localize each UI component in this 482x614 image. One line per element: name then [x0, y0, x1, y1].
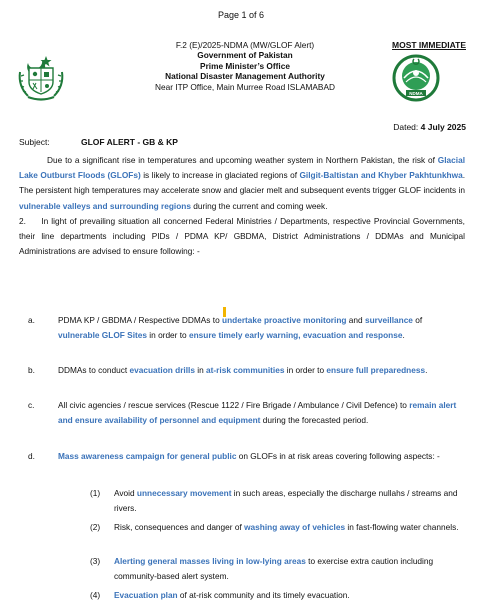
para1-text: Due to a significant rise in temperatures and upcoming weather system in Northern Pakistan, the risk of [47, 155, 438, 165]
sub-marker: (2) [90, 522, 101, 532]
para1-highlight: Gilgit-Baltistan and Khyber Pakhtunkhwa [299, 170, 463, 181]
ndma-logo-text: NDMA [409, 91, 423, 96]
sub-marker: (3) [90, 556, 101, 566]
list-marker: b. [28, 365, 35, 375]
sub-text: Risk, consequences and danger of [114, 522, 245, 532]
subject-label: Subject: [19, 137, 50, 147]
subject-line [19, 137, 178, 147]
item-highlight: evacuation drills [129, 365, 195, 375]
sub-item-1 [90, 486, 462, 516]
para1-highlight: vulnerable valleys and surrounding regions [19, 200, 191, 211]
para1-text: . The persistent high temperatures may accelerate snow and glacier melt and subsequent events trigger GLOF incidents in [19, 170, 466, 196]
sub-highlight: unnecessary movement [136, 488, 232, 498]
item-text: on GLOFs in at risk areas covering following aspects: - [236, 451, 440, 461]
paragraph-2: 2. In light of prevailing situation all concerned Federal Ministries / Departments, respective Provincial Governments, their line departments including PIDs / PDMA KP/ GBDMA, District Administrations / DDMAs and Municipal Administrations are advised to ensure following: - [19, 215, 465, 257]
para1-text: during the current and coming week. [190, 200, 328, 211]
item-text: of [412, 315, 423, 325]
item-text: in [194, 365, 207, 375]
list-item-c [28, 398, 462, 428]
list-item-a [28, 313, 462, 343]
item-highlight: surveillance [364, 315, 413, 325]
authority-line: National Disaster Management Authority [165, 71, 325, 82]
list-item-d [28, 449, 462, 464]
priority-label: MOST IMMEDIATE [392, 40, 466, 50]
sub-item-2 [90, 520, 462, 535]
office-line: Prime Minister’s Office [200, 60, 290, 71]
sub-text: Avoid [114, 488, 137, 498]
sub-highlight: washing away of vehicles [244, 522, 346, 532]
state-emblem-icon [16, 52, 66, 102]
item-text: in order to [284, 365, 327, 375]
item-text: . [402, 330, 405, 341]
sub-item-4 [90, 588, 462, 603]
subject-text: GLOF ALERT - GB & KP [81, 137, 178, 147]
item-text: All civic agencies / rescue services (Rescue 1122 / Fire Brigade / Ambulance / Civil Defence) to [58, 400, 410, 410]
page-number: Page 1 of 6 [217, 10, 265, 20]
sub-text: of at-risk community and its timely evacuation. [177, 590, 350, 600]
list-marker: d. [28, 451, 35, 461]
list-marker: a. [28, 315, 35, 325]
item-highlight: undertake proactive monitoring [222, 315, 347, 325]
item-text: PDMA KP / GBDMA / Respective DDMAs to [58, 315, 222, 325]
letter-body [19, 153, 465, 259]
government-line: Government of Pakistan [197, 50, 293, 61]
item-highlight: ensure timely early warning, evacuation and response [188, 330, 403, 341]
address-line: Near ITP Office, Main Murree Road ISLAMABAD [155, 81, 335, 92]
list-item-b [28, 363, 462, 378]
item-highlight: Mass awareness campaign for general public [58, 451, 237, 461]
letterhead [120, 40, 370, 92]
para1-highlight: Glacial Lake Outburst Floods (GLOFs) [19, 155, 465, 181]
list-marker: c. [28, 400, 35, 410]
para1-text: is likely to increase in glaciated regions of [140, 170, 300, 181]
item-highlight: ensure full preparedness [326, 365, 426, 375]
sub-marker: (1) [90, 488, 101, 498]
reference-number: F.2 (E)/2025-NDMA (MW/GLOF Alert) [175, 40, 315, 50]
item-text: during the forecasted period. [260, 415, 369, 426]
sub-item-3 [90, 554, 462, 584]
sub-highlight: Evacuation plan [114, 590, 178, 600]
ndma-logo-icon [392, 54, 440, 102]
item-text: and [346, 315, 365, 325]
paragraph-1 [19, 153, 465, 214]
sub-text: in such areas, especially the discharge nullahs / streams and rivers. [114, 488, 458, 514]
sub-text: to exercise extra caution including community-based alert system. [114, 556, 434, 582]
item-highlight: at-risk communities [206, 365, 285, 375]
sub-text: in fast-flowing water channels. [345, 522, 459, 532]
dated-value: 4 July 2025 [420, 122, 466, 132]
item-highlight: vulnerable GLOF Sites [58, 330, 147, 341]
item-text: in order to [147, 330, 189, 341]
sub-highlight: Alerting general masses living in low-lying areas [114, 556, 306, 566]
item-text: . [425, 365, 428, 375]
sub-marker: (4) [90, 590, 101, 600]
dated-line [393, 122, 466, 132]
item-text: DDMAs to conduct [58, 365, 130, 375]
item-highlight: remain alert and ensure availability of personnel and equipment [58, 400, 457, 426]
dated-label: Dated: [393, 122, 421, 132]
